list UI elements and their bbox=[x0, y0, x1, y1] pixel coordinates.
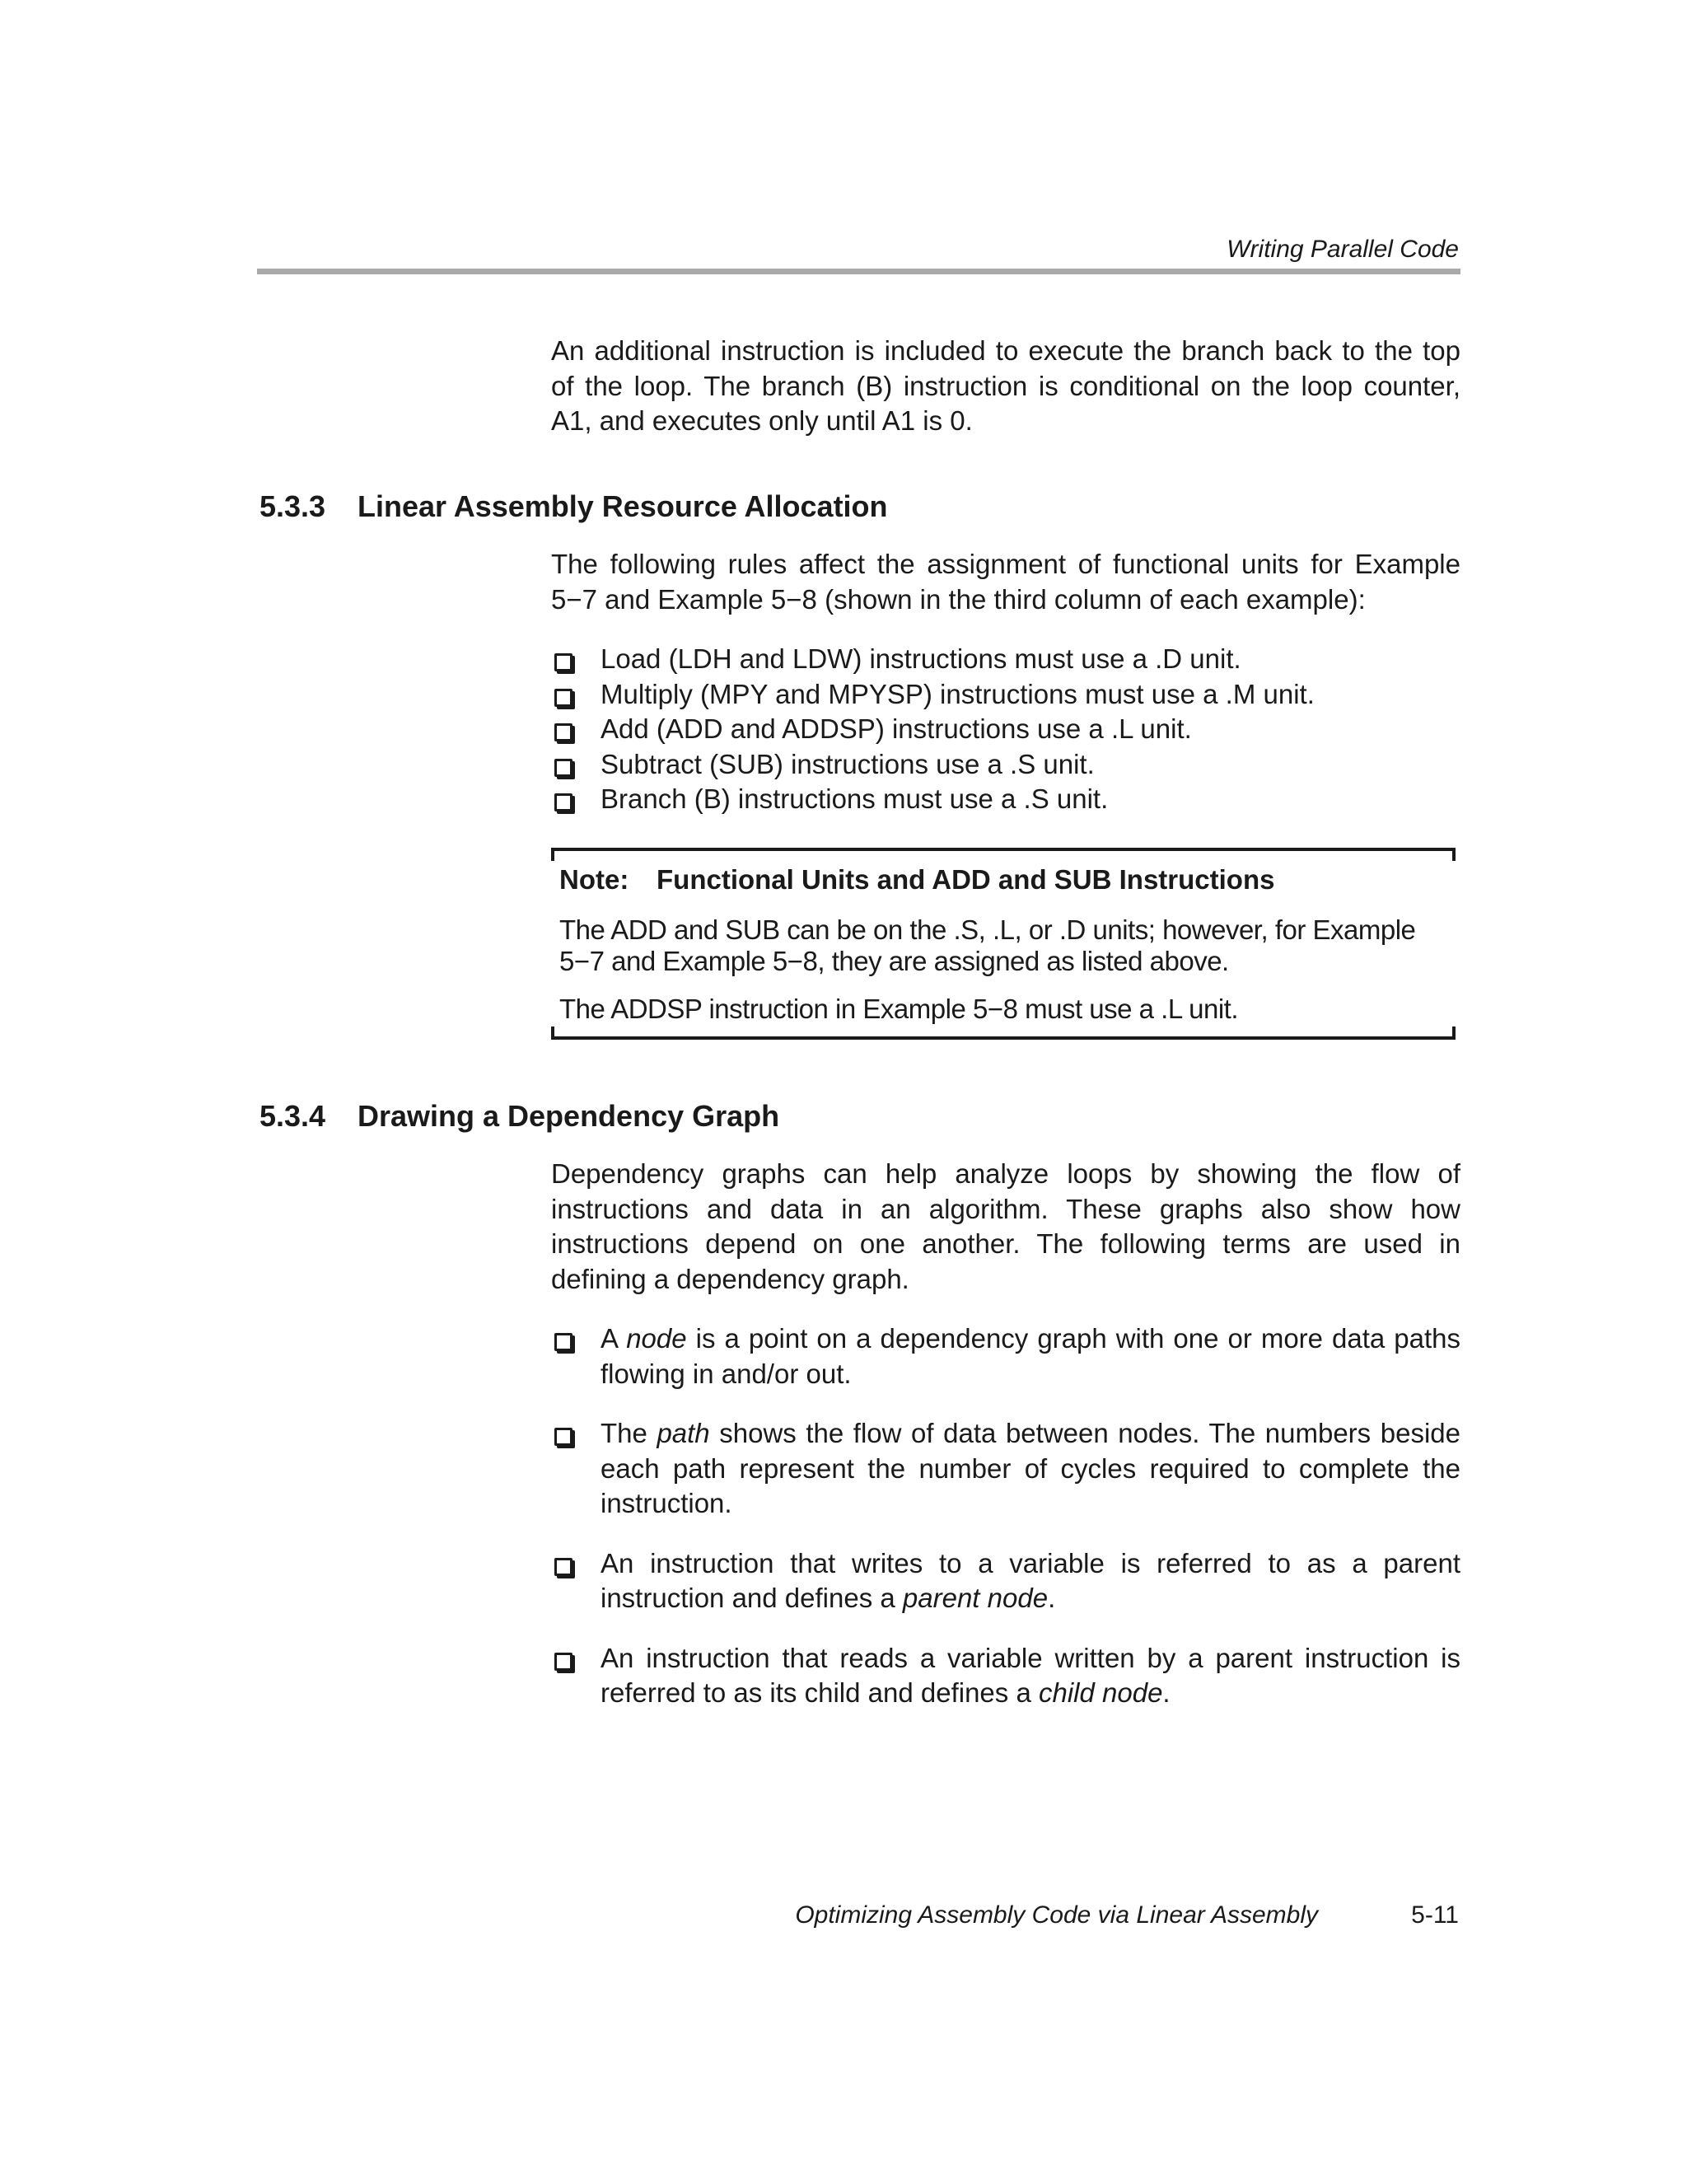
checkbox-bullet-icon bbox=[554, 1428, 572, 1446]
list-item: Load (LDH and LDW) instructions must use a .D unit. bbox=[551, 642, 1460, 677]
list-item: A node is a point on a dependency graph with one or more data paths flowing in and/or out. bbox=[551, 1321, 1460, 1391]
running-header: Writing Parallel Code bbox=[1227, 236, 1459, 263]
note-title bbox=[559, 863, 1274, 897]
list-item: An instruction that writes to a variable is referred to as a parent instruction and defines a parent node. bbox=[551, 1546, 1460, 1616]
list-item: An instruction that reads a variable written by a parent instruction is referred to as its child and defines a child node. bbox=[551, 1641, 1460, 1711]
checkbox-bullet-icon bbox=[554, 653, 572, 671]
checkbox-bullet-icon bbox=[554, 793, 572, 811]
list-item: Branch (B) instructions must use a .S unit. bbox=[551, 782, 1460, 817]
list-item: Multiply (MPY and MPYSP) instructions must use a .M unit. bbox=[551, 677, 1460, 713]
header-rule bbox=[257, 269, 1460, 274]
note-paragraph-2: The ADDSP instruction in Example 5−8 must use a .L unit. bbox=[559, 994, 1239, 1024]
checkbox-bullet-icon bbox=[554, 723, 572, 741]
note-box bbox=[551, 848, 1456, 1040]
section-number: 5.3.3 bbox=[259, 489, 326, 523]
section-title: Linear Assembly Resource Allocation bbox=[357, 489, 888, 523]
checkbox-bullet-icon bbox=[554, 759, 572, 777]
checkbox-bullet-icon bbox=[554, 1653, 572, 1671]
section-heading-5-3-3 bbox=[259, 489, 888, 525]
term-node: node bbox=[626, 1323, 687, 1354]
dependency-terms-list bbox=[551, 1321, 1460, 1736]
section-number: 5.3.4 bbox=[259, 1099, 326, 1133]
checkbox-bullet-icon bbox=[554, 1558, 572, 1576]
list-item: Add (ADD and ADDSP) instructions use a .L unit. bbox=[551, 712, 1460, 747]
unit-rules-list bbox=[551, 642, 1460, 817]
list-item: The path shows the flow of data between nodes. The numbers beside each path represent the number of cycles required to complete the instruction. bbox=[551, 1416, 1460, 1522]
intro-paragraph: An additional instruction is included to execute the branch back to the top of the loop. The branch (B) instruction is conditional on the loop counter, A1, and executes only until A1 is 0. bbox=[551, 335, 1460, 436]
dependency-lead-paragraph: Dependency graphs can help analyze loops by showing the flow of instructions and data in an algorithm. These graphs also show how instructions depend on one another. The following terms are used in defining a dependency graph. bbox=[551, 1158, 1460, 1294]
note-paragraph-1: The ADD and SUB can be on the .S, .L, or .D units; however, for Example 5−7 and Example 5−8, they are assigned as listed above. bbox=[559, 914, 1416, 976]
list-item: Subtract (SUB) instructions use a .S unit. bbox=[551, 747, 1460, 783]
section-title: Drawing a Dependency Graph bbox=[357, 1099, 780, 1133]
checkbox-bullet-icon bbox=[554, 689, 572, 707]
rules-lead-paragraph: The following rules affect the assignment of functional units for Example 5−7 and Example 5−8 (shown in the third column of each example): bbox=[551, 549, 1460, 615]
checkbox-bullet-icon bbox=[554, 1333, 572, 1351]
term-parent-node: parent node bbox=[902, 1583, 1049, 1613]
page-number: 5-11 bbox=[1411, 1901, 1459, 1929]
term-path: path bbox=[657, 1418, 710, 1448]
section-heading-5-3-4 bbox=[259, 1098, 779, 1134]
note-label: Note: bbox=[559, 864, 629, 895]
term-child-node: child node bbox=[1038, 1677, 1163, 1708]
note-heading: Functional Units and ADD and SUB Instructions bbox=[657, 864, 1275, 895]
footer-title: Optimizing Assembly Code via Linear Assembly bbox=[795, 1901, 1318, 1929]
